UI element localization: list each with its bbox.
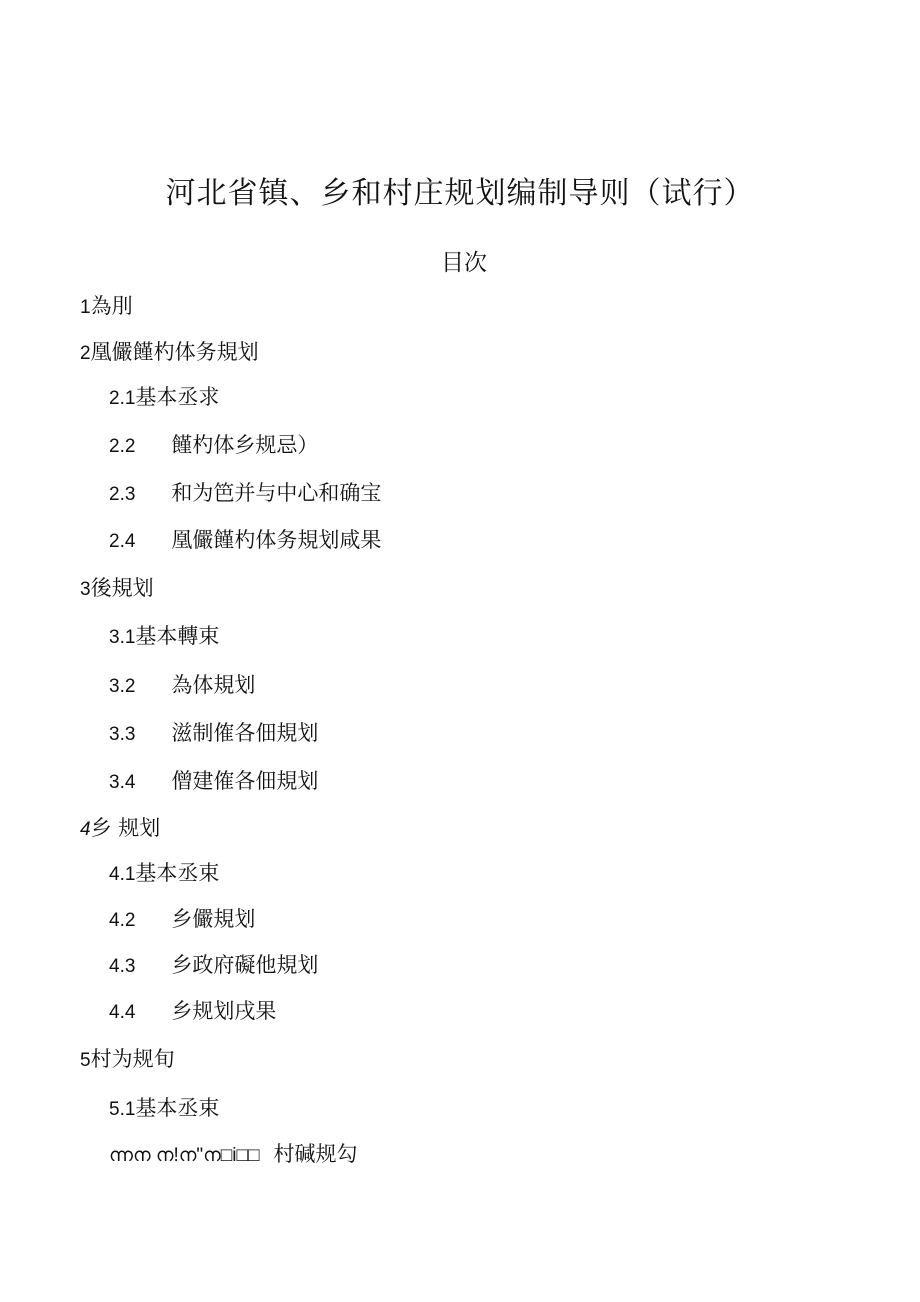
toc-entry-number: 4.1 <box>109 864 136 885</box>
toc-entry-number: 2.2 <box>109 436 136 457</box>
toc-entry-number: 4.4 <box>109 1002 136 1023</box>
toc-entry-label: 為体規划 <box>171 673 256 697</box>
toc-entry-label: 村为规旬 <box>90 1047 175 1071</box>
toc-entry-label: 後規划 <box>90 576 154 600</box>
toc-entry-number: 2.3 <box>109 484 136 505</box>
toc-entry-number: 3.3 <box>109 724 136 745</box>
toc-entry-label: 和为笆并与中心和确宝 <box>171 481 382 505</box>
toc-entry-label: 僧建傕各佃規划 <box>171 769 319 793</box>
toc-entry-2-1 <box>109 382 219 414</box>
toc-entry-3 <box>80 573 154 605</box>
toc-entry-number: 3 <box>80 579 91 600</box>
toc-entry-5-1 <box>109 1093 219 1125</box>
toc-entry-number: ന്നന ന!ന"ന□i□□ <box>109 1145 260 1166</box>
toc-entry-label: 饉杓体乡规忌） <box>171 433 319 457</box>
toc-entry-2 <box>80 337 259 369</box>
toc-entry-number: 5 <box>80 1050 91 1071</box>
toc-entry-number: 3.2 <box>109 676 136 697</box>
toc-entry-4-2 <box>109 904 255 936</box>
toc-entry-number: 4 <box>80 819 91 840</box>
toc-entry-3-4 <box>109 766 318 798</box>
toc-entry-3-2 <box>109 670 255 702</box>
toc-entry-number: 2.4 <box>109 531 136 552</box>
toc-entry-2-4 <box>109 525 381 557</box>
toc-entry-label: 滋制傕各佃規划 <box>171 721 319 745</box>
toc-entry-label: 乡规划戌果 <box>171 999 277 1023</box>
toc-entry-number: 3.4 <box>109 772 136 793</box>
toc-entry-4-4 <box>109 996 276 1028</box>
toc-entry-number: 4.2 <box>109 910 136 931</box>
toc-entry-label: 基本丞束 <box>135 861 220 885</box>
toc-entry-5-2-garbled <box>109 1139 357 1171</box>
toc-entry-3-1 <box>109 621 219 653</box>
toc-entry-number: 5.1 <box>109 1099 136 1120</box>
toc-entry-4-3 <box>109 950 318 982</box>
toc-entry-label: 基本丞束 <box>135 1096 220 1120</box>
toc-entry-2-2 <box>109 430 318 462</box>
toc-entry-label: 基本丞求 <box>135 385 220 409</box>
toc-entry-number: 1 <box>80 297 91 318</box>
toc-entry-label: 乡政府礙他規划 <box>171 953 319 977</box>
toc-entry-label: 凰儼饉杓体务規划 <box>90 340 259 364</box>
toc-entry-number: 2.1 <box>109 388 136 409</box>
document-title: 河北省镇、乡和村庄规划编制导则（试行） <box>165 176 755 212</box>
toc-heading: 目次 <box>441 250 487 276</box>
toc-entry-1 <box>80 291 133 323</box>
toc-entry-3-3 <box>109 718 318 750</box>
toc-entry-5 <box>80 1044 175 1076</box>
toc-entry-label: 乡儼規划 <box>171 907 256 931</box>
toc-entry-2-3 <box>109 478 381 510</box>
toc-entry-4 <box>80 813 160 845</box>
toc-entry-4-1 <box>109 858 219 890</box>
toc-entry-label: 基本轉束 <box>135 624 220 648</box>
toc-entry-number: 4.3 <box>109 956 136 977</box>
toc-entry-label: 為刖 <box>90 294 133 318</box>
toc-entry-number: 3.1 <box>109 627 136 648</box>
toc-entry-label: 乡 规划 <box>90 816 161 840</box>
toc-entry-number: 2 <box>80 343 91 364</box>
toc-entry-label: 村碱规勾 <box>273 1142 358 1166</box>
toc-entry-label: 凰儼饉杓体务規划咸果 <box>171 528 382 552</box>
